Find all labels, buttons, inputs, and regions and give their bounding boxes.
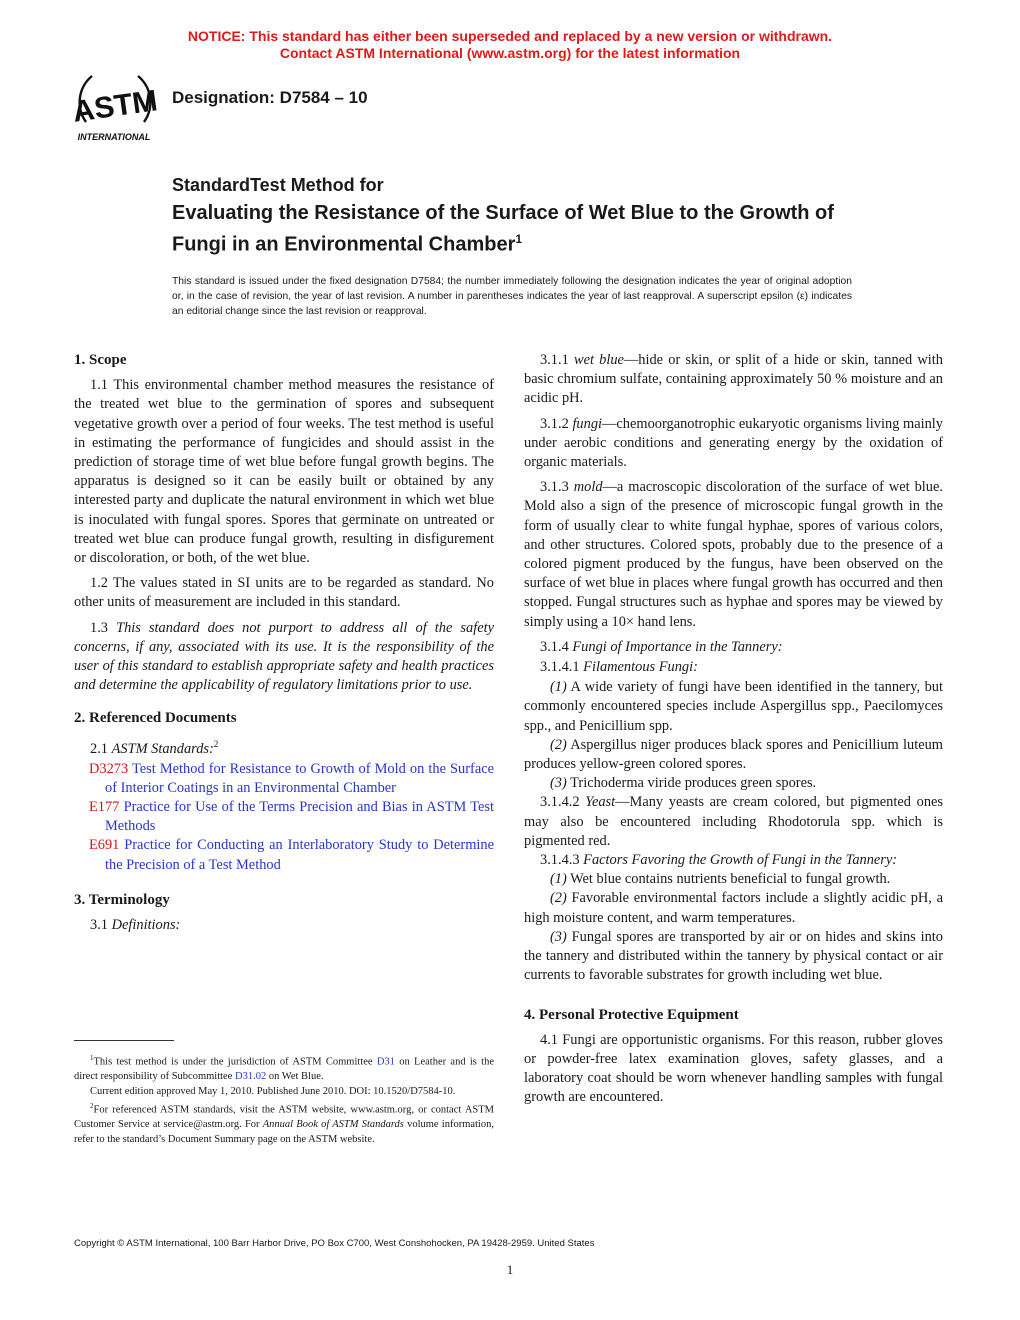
factor-item-3 xyxy=(524,928,943,986)
def-text: —chemoorganotrophic eukaryotic organisms living mainly under aerobic conditions and generating energy by the oxidation of organic materials. xyxy=(524,415,943,471)
para-3-1 xyxy=(74,916,494,935)
svg-text:ASTM: ASTM xyxy=(70,84,160,129)
item-num: (3) xyxy=(550,775,567,792)
para-text: Factors Favoring the Growth of Fungi in the Tannery: xyxy=(583,852,898,869)
item-text: Wet blue contains nutrients beneficial to fungal growth. xyxy=(566,871,891,888)
section-4-heading: 4. Personal Protective Equipment xyxy=(524,1006,739,1023)
right-column xyxy=(524,351,943,1108)
para-3-1-num: 3.1 xyxy=(90,917,112,934)
def-fungi xyxy=(524,415,943,473)
para-1-3-text: This standard does not purport to address all of the safety concerns, if any, associated with its use. It is the responsibility of the user of this standard to establish appropriate safety and health practices and determine the applicability of regulatory limitations prior to use. xyxy=(74,619,494,694)
para-1-1: 1.1 This environmental chamber method measures the resistance of the treated wet blue to the germination of spores and subsequent vegetative growth over a period of four weeks. The test method is useful in estimating the performance of fungicides and should assist in the prediction of storage time of wet blue before fungal growth begins. The apparatus is designed so it can be easily built or obtained by any interested party and duplicate the natural environment in which wet blue is inoculated with fungal spores. Spores that germinate on untreated or treated wet blue can produce fungal growth, resulting in disfigurement or discoloration, or both, of the wet blue. xyxy=(74,377,494,567)
item-num: (2) xyxy=(550,736,567,753)
footnote-2-mark: 2 xyxy=(90,1102,94,1110)
footnotes xyxy=(74,1051,494,1147)
ref-title[interactable]: Test Method for Resistance to Growth of Mold on the Surface of Interior Coatings in an Environmental Chamber xyxy=(105,760,494,796)
page-number: 1 xyxy=(506,1262,514,1277)
footnote-1-text-a: This test method is under the jurisdiction of ASTM Committee xyxy=(93,1056,377,1068)
preamble: This standard is issued under the fixed designation D7584; the number immediately following the designation indicates the year of original adoption or, in the case of revision, the year of last revision. A number in parentheses indicates the year of last reapproval. A superscript epsilon (ε) indicates an editorial change since the last revision or reapproval. xyxy=(172,276,852,317)
para-text: —Many yeasts are cream colored, but pigmented ones may also be encountered including Rhodotorula spp. which is pigmented red. xyxy=(524,794,944,849)
item-text: Favorable environmental factors include a slightly acidic pH, a high moisture content, and warm temperatures. xyxy=(524,890,943,926)
ref-e691[interactable] xyxy=(74,836,494,874)
para-2-1-num: 2.1 xyxy=(90,740,112,757)
committee-link[interactable]: D31 xyxy=(376,1056,395,1068)
ref-d3273[interactable] xyxy=(74,760,494,798)
def-text: —hide or skin, or split of a hide or skin, tanned with basic chromium sulfate, containing approximately 50 % moisture and an acidic pH. xyxy=(524,352,943,407)
footnote-divider xyxy=(74,1040,174,1041)
item-num: (2) xyxy=(550,890,567,907)
footnote-2 xyxy=(74,1099,494,1147)
title-footnote-mark: 1 xyxy=(515,232,523,246)
footnote-2-italic: Annual Book of ASTM Standards xyxy=(262,1119,404,1130)
designation: Designation: D7584 – 10 xyxy=(172,88,368,107)
footnote-2-text-a: For referenced ASTM standards, visit the ASTM website, www.astm.org, or contact ASTM Customer Service at service@astm.org. For xyxy=(74,1104,494,1130)
para-4-1: 4.1 Fungi are opportunistic organisms. For this reason, rubber gloves or powder-free latex examination gloves, safety glasses, and a laboratory coat should be worn whenever handling samples with fungal growth are encountered. xyxy=(524,1031,943,1106)
def-text: —a macroscopic discoloration of the surface of wet blue. Mold also a sign of the presence of microscopic fungal growth in the form of usually clear to white fungal hyphae, spores of various colors, and other structures. Colored spots, probably due to the presence of a colored pigment produced by the fungus, have been observed on the surface of wet blue in places where fungal growth has occurred and then stopped. Fungal structures such as hyphae and spores may be viewed by simply using a 10× hand lens. xyxy=(524,479,943,630)
para-num: 3.1.4.3 xyxy=(540,852,584,869)
footnote-1-text-b: on Leather and is the direct responsibility of Subcommittee xyxy=(74,1056,494,1082)
item-text: Fungal spores are transported by air or on hides and skins into the tannery and distributed within the tannery by physical contact or air currents to favorable substrates for growth including wet blue. xyxy=(524,928,943,984)
title-text: Evaluating the Resistance of the Surface of Wet Blue to the Growth of Fungi in an Environmental Chamber xyxy=(172,202,834,256)
notice-line-1: NOTICE: This standard has either been superseded and replaced by a new version or withdrawn. xyxy=(187,28,833,44)
ref-code[interactable]: E691 xyxy=(89,837,120,854)
item-num: (3) xyxy=(550,928,567,945)
astm-logo xyxy=(68,70,164,144)
def-num: 3.1.2 xyxy=(540,415,573,432)
footnote-1-text-c: on Wet Blue. xyxy=(266,1071,324,1082)
factor-item-1 xyxy=(524,870,943,889)
item-text: Aspergillus niger produces black spores and Penicillium luteum produces yellow-green colored spores. xyxy=(524,736,943,773)
ref-title[interactable]: Practice for Conducting an Interlaboratory Study to Determine the Precision of a Test Method xyxy=(105,837,494,873)
left-column xyxy=(74,351,494,935)
ref-code[interactable]: D3273 xyxy=(89,760,129,777)
para-1-3 xyxy=(74,619,494,696)
factor-item-2 xyxy=(524,889,943,927)
notice-line-2: Contact ASTM International (www.astm.org) for the latest information xyxy=(279,45,741,61)
def-term: mold xyxy=(573,479,603,496)
document-title xyxy=(172,200,862,258)
section-1-heading: 1. Scope xyxy=(74,352,127,368)
para-3-1-4-3 xyxy=(524,851,943,870)
item-num: (1) xyxy=(550,871,567,888)
def-term: fungi xyxy=(572,415,603,432)
copyright-footer: Copyright © ASTM International, 100 Barr Harbor Drive, PO Box C700, West Conshohocken, PA 19428-2959. United States xyxy=(74,1238,595,1249)
para-3-1-text: Definitions: xyxy=(111,917,181,934)
para-3-1-4-1 xyxy=(524,658,943,677)
item-text: Trichoderma viride produces green spores. xyxy=(566,775,817,792)
filamentous-item-1 xyxy=(524,678,943,736)
footnote-1 xyxy=(74,1051,494,1085)
ref-code[interactable]: E177 xyxy=(89,799,120,816)
para-2-1-text: ASTM Standards: xyxy=(111,740,214,757)
footnote-mark-2: 2 xyxy=(213,738,219,749)
def-mold xyxy=(524,478,943,632)
title-line-1: StandardTest Method for xyxy=(172,175,384,195)
def-term: wet blue xyxy=(573,352,624,368)
footnote-1-edition: Current edition approved May 1, 2010. Published June 2010. DOI: 10.1520/D7584-10. xyxy=(90,1085,456,1097)
footnote-2-text-b: volume information, refer to the standard’s Document Summary page on the ASTM website. xyxy=(74,1119,494,1145)
para-term: Yeast xyxy=(585,794,616,811)
section-3-heading: 3. Terminology xyxy=(74,891,170,908)
para-num: 3.1.4.2 xyxy=(540,794,586,811)
para-1-3-num: 1.3 xyxy=(90,619,117,636)
subcommittee-link[interactable]: D31.02 xyxy=(234,1071,267,1082)
filamentous-item-3 xyxy=(524,774,943,793)
svg-text:INTERNATIONAL: INTERNATIONAL xyxy=(77,132,151,142)
para-text: Filamentous Fungi: xyxy=(583,659,698,676)
filamentous-item-2 xyxy=(524,736,943,774)
para-3-1-4-2 xyxy=(524,793,943,851)
para-text: Fungi of Importance in the Tannery: xyxy=(572,638,783,655)
para-1-2: 1.2 The values stated in SI units are to be regarded as standard. No other units of measurement are included in this standard. xyxy=(74,575,494,611)
section-2-heading: 2. Referenced Documents xyxy=(74,710,237,727)
para-num: 3.1.4.1 xyxy=(540,659,584,676)
item-text: A wide variety of fungi have been identified in the tannery, but commonly encountered species include Aspergillus spp., Paecilomyces spp., and Penicillium spp. xyxy=(524,679,943,734)
para-3-1-4 xyxy=(524,638,943,657)
footnote-1-mark: 1 xyxy=(90,1054,94,1062)
def-wet-blue xyxy=(524,351,943,409)
def-num: 3.1.1 xyxy=(540,352,574,368)
para-num: 3.1.4 xyxy=(540,638,573,655)
ref-title[interactable]: Practice for Use of the Terms Precision and Bias in ASTM Test Methods xyxy=(105,799,494,835)
def-num: 3.1.3 xyxy=(540,479,574,496)
para-2-1 xyxy=(74,735,494,759)
item-num: (1) xyxy=(550,679,567,696)
notice-banner xyxy=(0,28,1020,62)
ref-e177[interactable] xyxy=(74,798,494,836)
